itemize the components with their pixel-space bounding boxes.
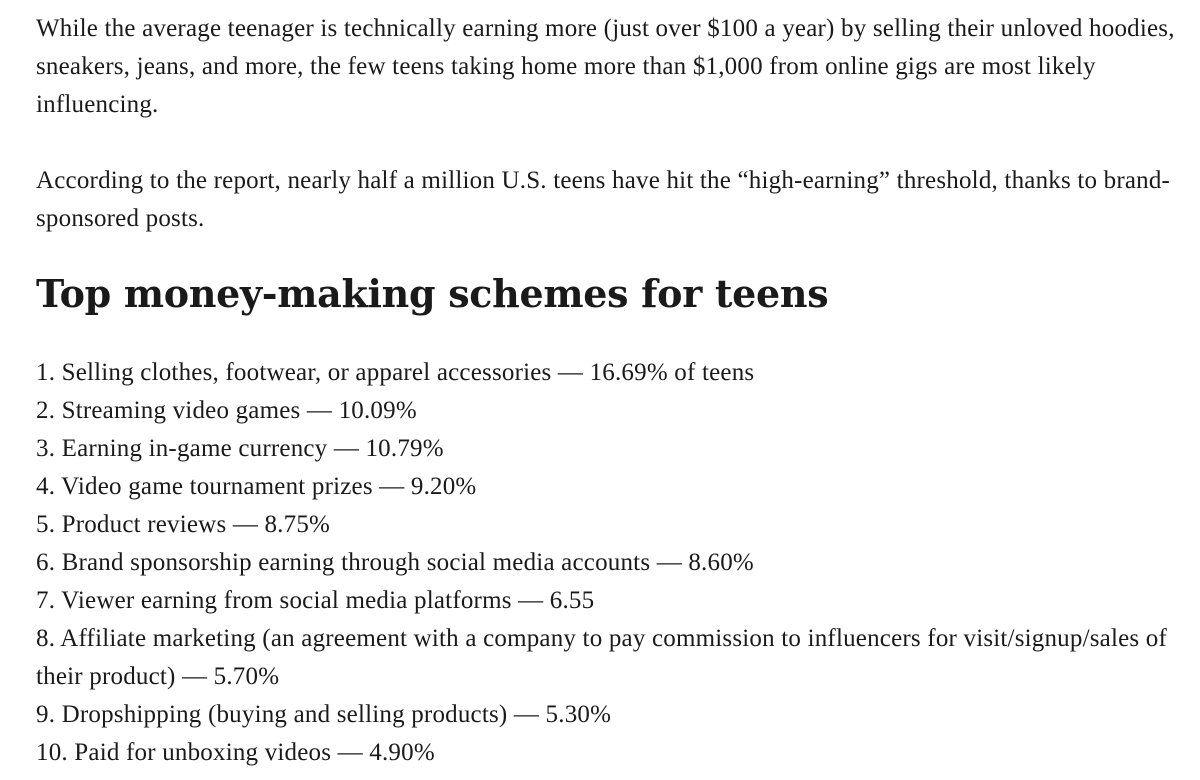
list-item: 2. Streaming video games — 10.09% (36, 397, 417, 424)
article-body (36, 10, 1176, 772)
list-item: 4. Video game tournament prizes — 9.20% (36, 473, 477, 500)
list-item: 8. Affiliate marketing (an agreement with a company to pay commission to influencers for visit/signup/sales of their product) — 5.70% (36, 625, 1167, 690)
list-item: 3. Earning in-game currency — 10.79% (36, 435, 444, 462)
list-item: 10. Paid for unboxing videos — 4.90% (36, 739, 435, 766)
money-making-list (36, 354, 1176, 772)
list-item: 9. Dropshipping (buying and selling products) — 5.30% (36, 701, 612, 728)
list-item: 7. Viewer earning from social media platforms — 6.55 (36, 587, 595, 614)
report-paragraph: According to the report, nearly half a million U.S. teens have hit the “high-earning” threshold, thanks to brand-sponsored posts. (36, 167, 1171, 232)
list-item: 5. Product reviews — 8.75% (36, 511, 331, 538)
intro-paragraph: While the average teenager is technically earning more (just over $100 a year) by selling their unloved hoodies, sneakers, jeans, and more, the few teens taking home more than $1,000 from online gigs are most likely influencing. (36, 15, 1175, 118)
section-heading: Top money-making schemes for teens (36, 271, 829, 316)
list-item: 1. Selling clothes, footwear, or apparel accessories — 16.69% of teens (36, 359, 755, 386)
list-item: 6. Brand sponsorship earning through social media accounts — 8.60% (36, 549, 754, 576)
